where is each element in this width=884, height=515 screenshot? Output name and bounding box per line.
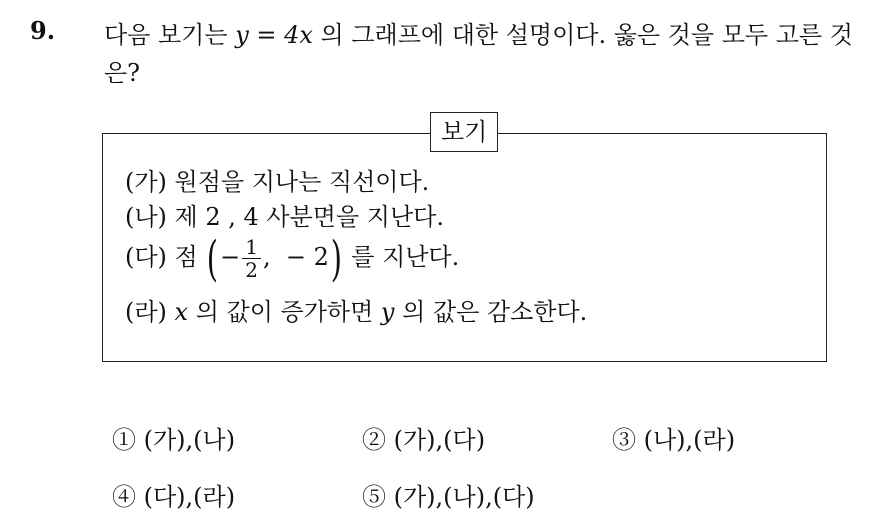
- item-da-minus: −: [220, 243, 241, 271]
- example-box-title: 보기: [430, 112, 498, 152]
- left-paren: (: [207, 230, 219, 287]
- item-da-sep: ,: [262, 243, 271, 271]
- item-da-second: − 2: [285, 243, 329, 271]
- option-1[interactable]: ① (가),(나): [112, 426, 236, 454]
- item-ra-var-x: x: [174, 298, 189, 326]
- question-text-before: 다음 보기는: [104, 21, 236, 49]
- option-5[interactable]: ⑤ (가),(나),(다): [362, 483, 535, 511]
- fraction: [242, 236, 261, 281]
- item-ra-var-y: y: [380, 298, 395, 326]
- example-item-na: (나) 제 2 , 4 사분면을 지난다.: [125, 203, 444, 231]
- example-item-ga: (가) 원점을 지나는 직선이다.: [125, 168, 430, 196]
- item-ra-middle: 의 값이 증가하면: [188, 298, 381, 326]
- item-da-suffix: 를 지난다.: [351, 243, 460, 271]
- right-paren: ): [330, 230, 342, 287]
- option-4[interactable]: ④ (다),(라): [112, 483, 236, 511]
- question-equation: y = 4x: [235, 21, 313, 49]
- example-item-da: [125, 230, 460, 287]
- item-da-prefix: (다) 점: [125, 243, 198, 271]
- question-text-after: 의 그래프에 대한 설명이다. 옳은 것을 모두 고른 것은?: [104, 21, 853, 87]
- example-item-ra: [125, 296, 587, 328]
- option-2[interactable]: ② (가),(다): [362, 426, 486, 454]
- fraction-numerator: 1: [242, 236, 261, 259]
- item-ra-prefix: (라): [125, 298, 175, 326]
- option-3[interactable]: ③ (나),(라): [612, 426, 736, 454]
- question-number: 9.: [30, 16, 56, 45]
- fraction-denominator: 2: [245, 258, 258, 282]
- question-text: [104, 16, 874, 92]
- item-ra-suffix: 의 값은 감소한다.: [394, 298, 588, 326]
